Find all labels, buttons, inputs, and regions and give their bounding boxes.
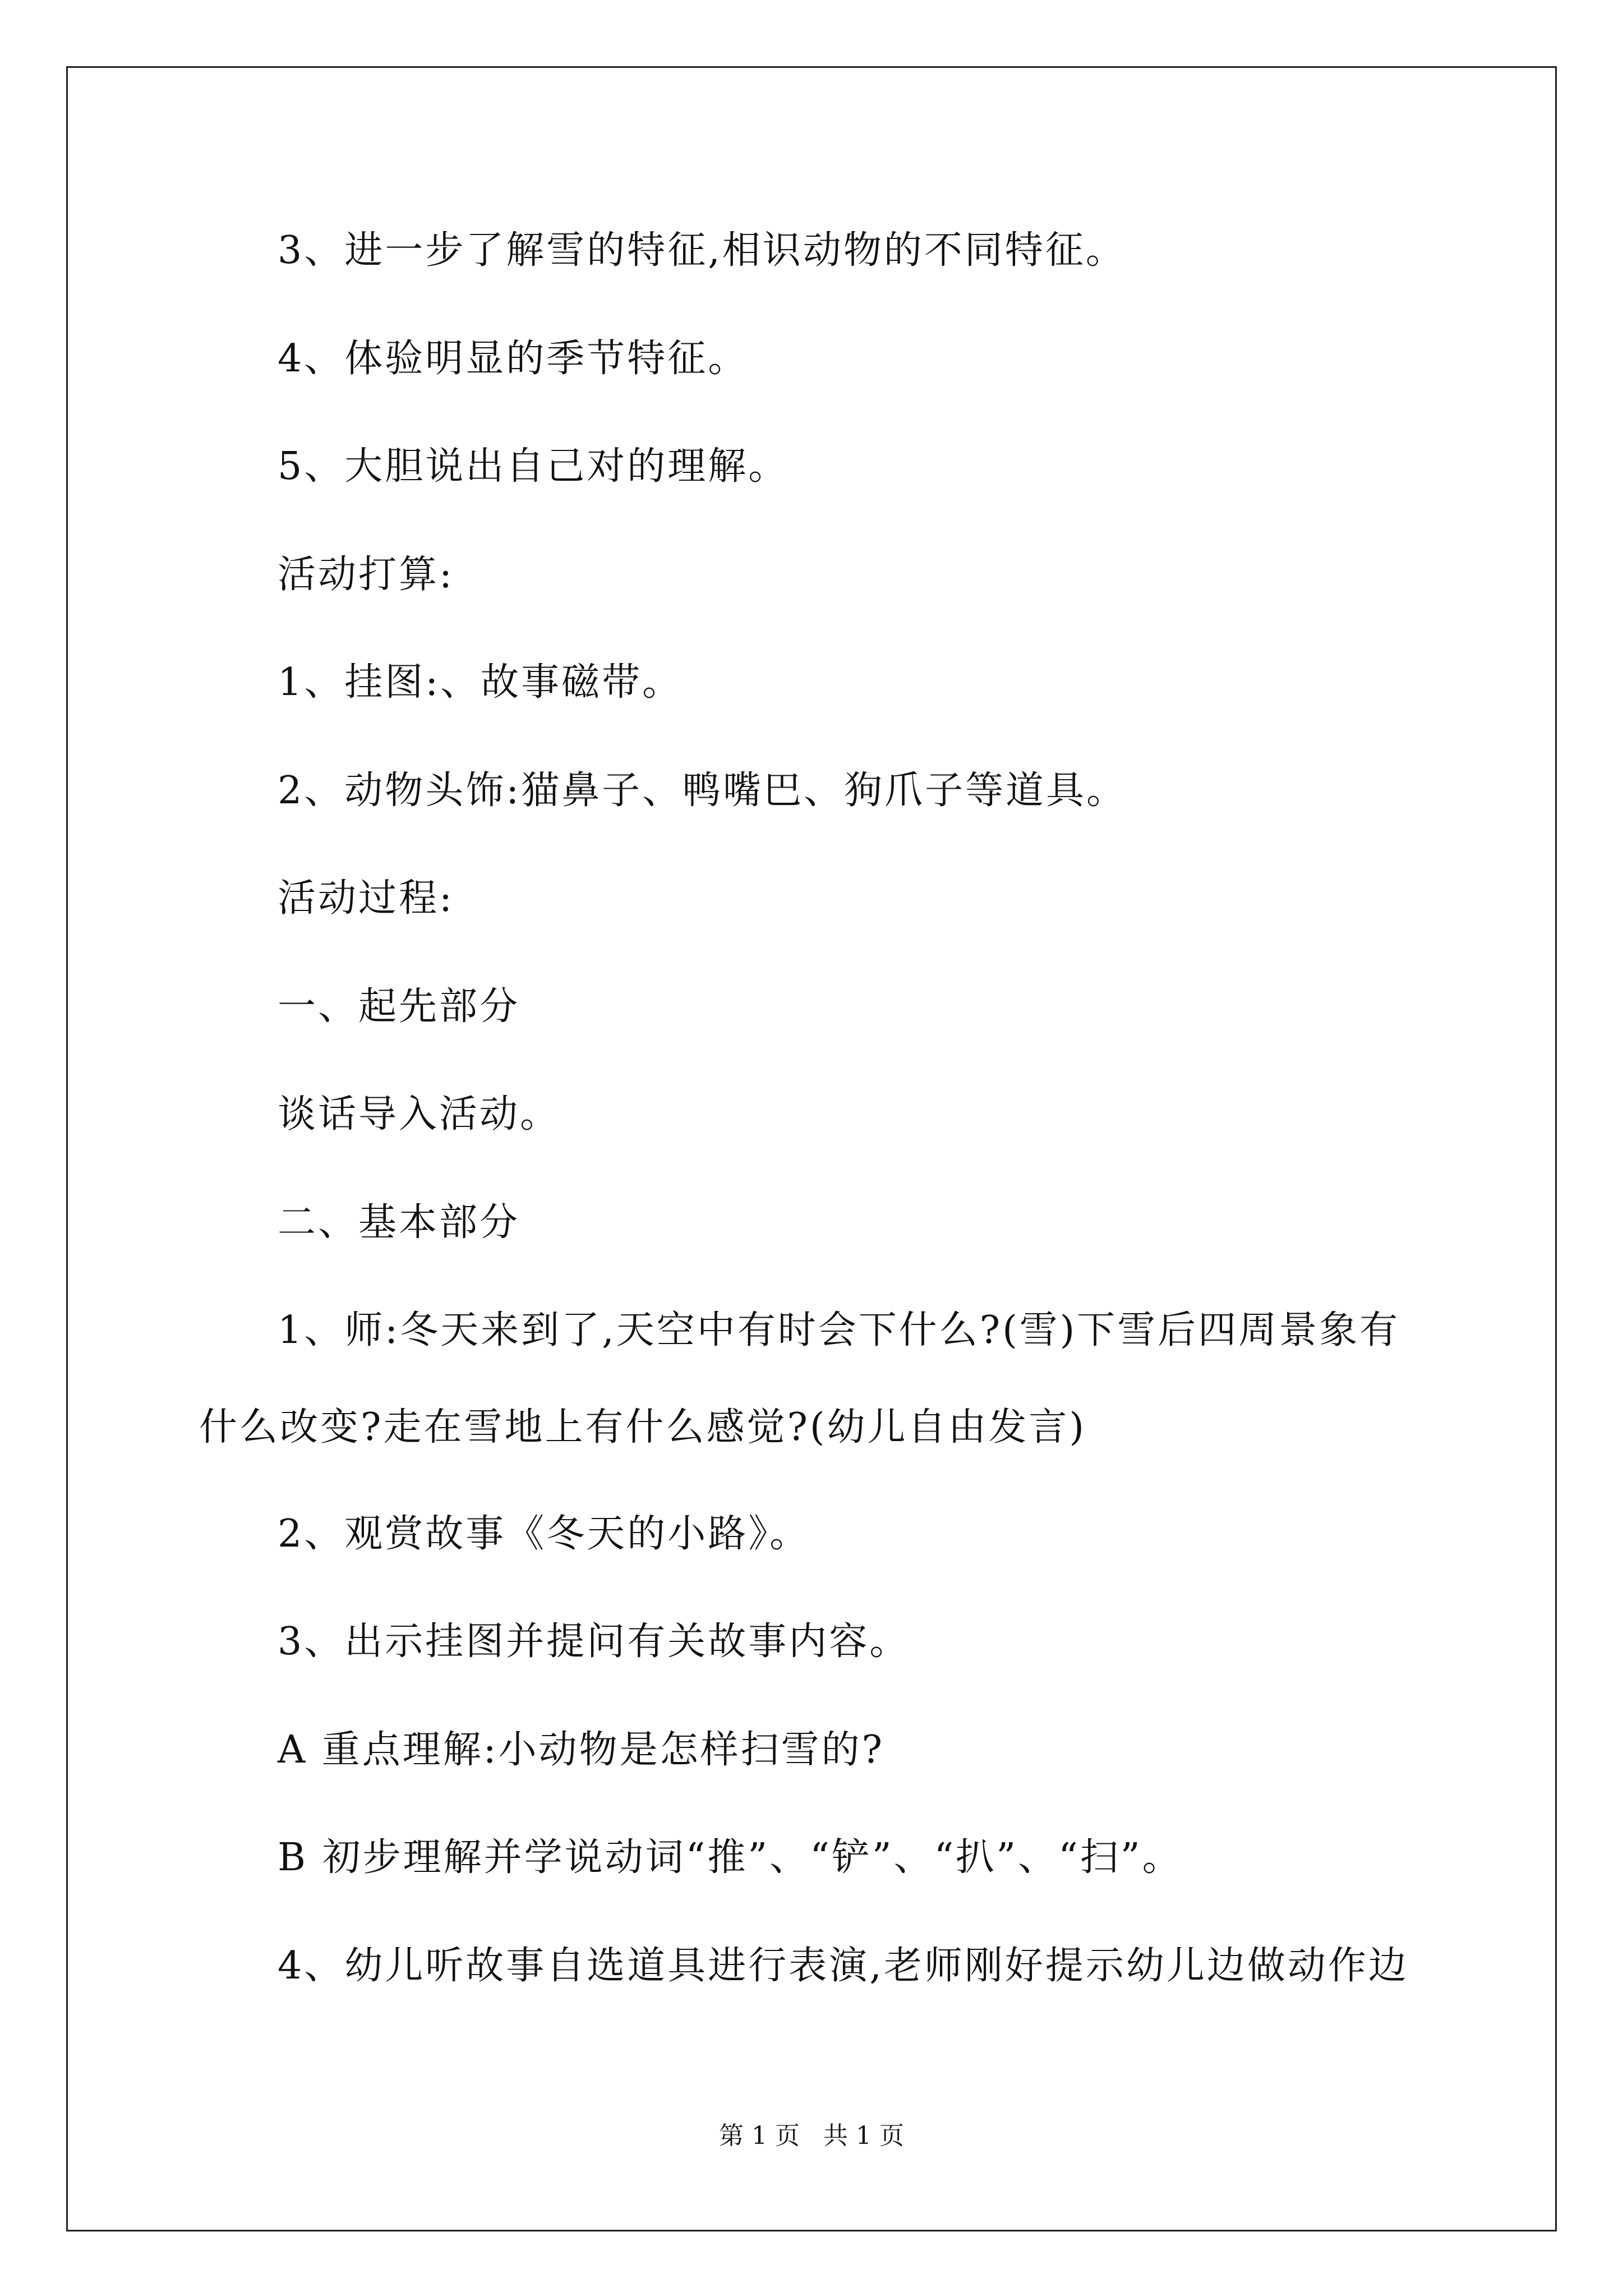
paragraph-line: A 重点理解:小动物是怎样扫雪的?	[278, 1728, 885, 1772]
section-heading: 活动打算:	[278, 553, 454, 597]
section-heading: 活动过程:	[278, 876, 454, 921]
section-heading: 一、起先部分	[278, 984, 520, 1029]
paragraph-line: 1、挂图:、故事磁带。	[278, 660, 683, 705]
paragraph-line-continuation: 什么改变?走在雪地上有什么感觉?(幼儿自由发言)	[199, 1405, 1086, 1450]
page-border	[66, 66, 1557, 2231]
paragraph-line: 1、师:冬天来到了,天空中有时会下什么?(雪)下雪后四周景象有	[278, 1308, 1400, 1352]
paragraph-line: 4、幼儿听故事自选道具进行表演,老师刚好提示幼儿边做动作边	[278, 1944, 1409, 1988]
paragraph-line: 3、出示挂图并提问有关故事内容。	[278, 1619, 910, 1664]
paragraph-line: 3、进一步了解雪的特征,相识动物的不同特征。	[278, 228, 1126, 273]
section-heading: 二、基本部分	[278, 1200, 520, 1245]
page-number-footer: 第 1 页 共 1 页	[719, 2122, 904, 2150]
paragraph-line: 2、观赏故事《冬天的小路》。	[278, 1512, 810, 1556]
paragraph-line: 谈话导入活动。	[278, 1092, 561, 1137]
paragraph-line: 5、大胆说出自己对的理解。	[278, 444, 789, 489]
paragraph-line: B 初步理解并学说动词“推”、“铲”、“扒”、“扫”。	[278, 1835, 1183, 1880]
paragraph-line: 2、动物头饰:猫鼻子、鸭嘴巴、狗爪子等道具。	[278, 769, 1127, 813]
paragraph-line: 4、体验明显的季节特征。	[278, 337, 749, 381]
